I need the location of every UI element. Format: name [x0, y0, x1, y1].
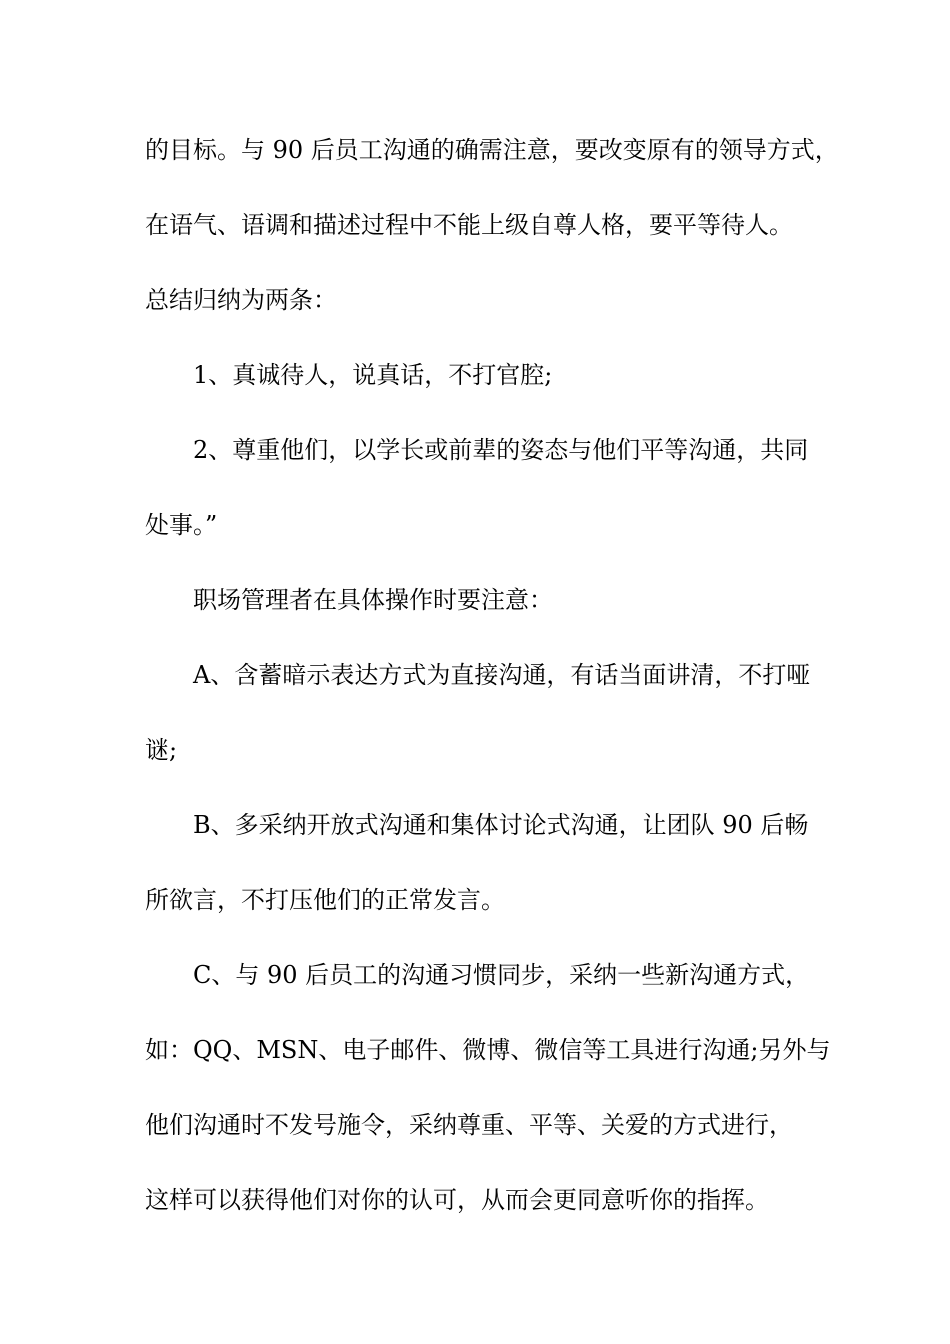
text-line: 总结归纳为两条：	[145, 286, 337, 314]
list-item: C、与 90 后员工的沟通习惯同步，采纳一些新沟通方式，	[193, 961, 810, 989]
text-line: 处事。”	[145, 511, 218, 539]
text-line: 的目标。与 90 后员工沟通的确需注意，要改变原有的领导方式，	[145, 136, 839, 164]
list-item: 1、真诚待人，说真话，不打官腔;	[193, 361, 553, 389]
list-item: A、含蓄暗示表达方式为直接沟通，有话当面讲清，不打哑	[193, 661, 811, 689]
text-line: 所欲言，不打压他们的正常发言。	[145, 886, 505, 914]
paragraph-start: 职场管理者在具体操作时要注意：	[193, 586, 553, 614]
text-line: 谜;	[145, 736, 178, 764]
text-line: 在语气、语调和描述过程中不能上级自尊人格，要平等待人。	[145, 211, 793, 239]
text-line: 如：QQ、MSN、电子邮件、微博、微信等工具进行沟通;另外与	[145, 1036, 831, 1064]
text-line: 他们沟通时不发号施令，采纳尊重、平等、关爱的方式进行，	[145, 1111, 793, 1139]
list-item: B、多采纳开放式沟通和集体讨论式沟通，让团队 90 后畅	[193, 811, 809, 839]
list-item: 2、尊重他们，以学长或前辈的姿态与他们平等沟通，共同	[193, 436, 809, 464]
text-line: 这样可以获得他们对你的认可，从而会更同意听你的指挥。	[145, 1186, 769, 1214]
